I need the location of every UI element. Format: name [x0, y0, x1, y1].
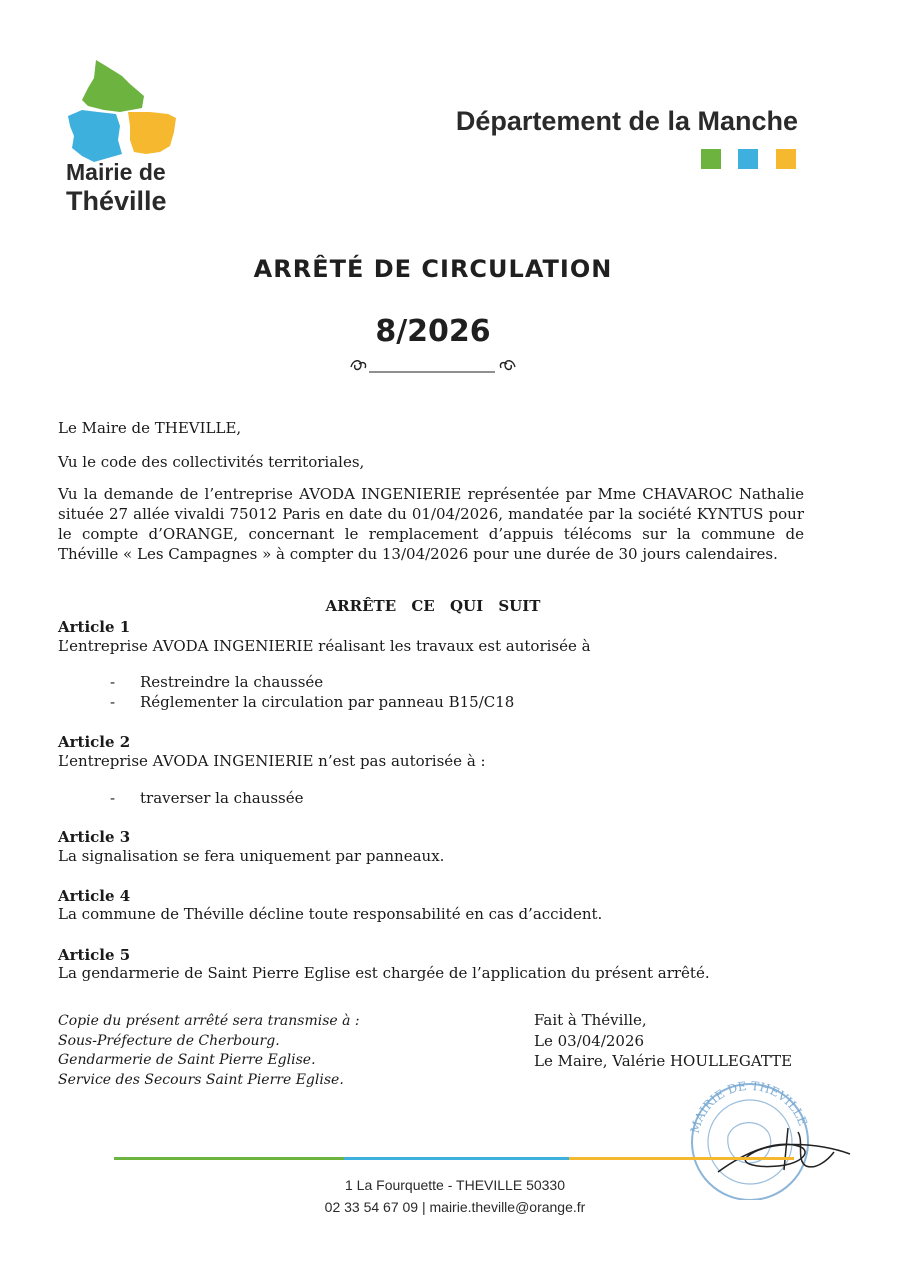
article-3-title: Article 3: [58, 828, 131, 846]
article-1-bullet: - Réglementer la circulation par panneau B15/C18: [110, 693, 515, 711]
footer-divider: [114, 1157, 794, 1160]
signature-block: [534, 1010, 834, 1072]
article-4-text: La commune de Théville décline toute responsabilité en cas d’accident.: [58, 905, 603, 923]
svg-text:MAIRIE DE THEVILLE: [688, 1080, 810, 1135]
article-5-text: La gendarmerie de Saint Pierre Eglise est chargée de l’application du présent arrêté.: [58, 964, 710, 982]
copies-heading: Copie du présent arrêté sera transmise à :: [58, 1013, 360, 1029]
bullet-text: Réglementer la circulation par panneau B15/C18: [140, 693, 515, 711]
ornament-divider-icon: [347, 355, 519, 377]
vu-demande: Vu la demande de l’entreprise AVODA INGENIERIE représentée par Mme CHAVAROC Nathalie située 27 allée vivaldi 75012 Paris en date du 01/04/2026, mandatée par la société KYNTUS pour le compte d’ORANGE, concernant le remplacement d’appuis télécoms sur la commune de Théville « Les Campagnes » à compter du 13/04/2026 pour une durée de 30 jours calendaires.: [58, 485, 804, 563]
decree-number: 8/2026: [375, 314, 491, 349]
article-2-title: Article 2: [58, 733, 131, 751]
footer-address: 1 La Fourquette - THEVILLE 50330: [345, 1177, 565, 1193]
vu-code: Vu le code des collectivités territoriales,: [58, 453, 365, 471]
article-2-bullet: - traverser la chaussée: [110, 789, 304, 807]
article-1-text: L’entreprise AVODA INGENIERIE réalisant les travaux est autorisée à: [58, 637, 591, 655]
signature-signer: Le Maire, Valérie HOULLEGATTE: [534, 1052, 793, 1070]
signature-date: Le 03/04/2026: [534, 1031, 645, 1050]
decision-heading: ARRÊTE CE QUI SUIT: [325, 597, 541, 615]
copy-recipient: Gendarmerie de Saint Pierre Eglise.: [58, 1052, 316, 1068]
document-title: ARRÊTÉ DE CIRCULATION: [253, 255, 613, 283]
article-2-text: L’entreprise AVODA INGENIERIE n’est pas autorisée à :: [58, 752, 486, 770]
salutation: Le Maire de THEVILLE,: [58, 419, 242, 437]
article-4-title: Article 4: [58, 887, 131, 905]
copies-block: [58, 1012, 478, 1090]
article-1-title: Article 1: [58, 618, 131, 636]
department-title: Département de la Manche: [455, 106, 798, 136]
green-square-icon: [701, 149, 721, 169]
bullet-text: Restreindre la chaussée: [140, 673, 324, 691]
logo-line2: Théville: [66, 185, 167, 216]
signature-place: Fait à Théville,: [534, 1011, 647, 1029]
copy-recipient: Service des Secours Saint Pierre Eglise.: [58, 1071, 344, 1088]
logo-line1: Mairie de: [66, 159, 166, 185]
logo-text: [66, 160, 186, 216]
yellow-square-icon: [776, 149, 796, 169]
bullet-text: traverser la chaussée: [140, 789, 304, 807]
mairie-logo-icon: [64, 58, 180, 162]
copy-recipient: Sous-Préfecture de Cherbourg.: [58, 1032, 280, 1049]
article-5-title: Article 5: [58, 946, 131, 964]
stamp-text: MAIRIE DE THEVILLE: [687, 1080, 811, 1135]
article-3-text: La signalisation se fera uniquement par panneaux.: [58, 847, 445, 865]
blue-square-icon: [738, 149, 758, 169]
article-1-bullet: - Restreindre la chaussée: [110, 673, 324, 691]
footer-contact: 02 33 54 67 09 | mairie.theville@orange.fr: [324, 1199, 586, 1215]
